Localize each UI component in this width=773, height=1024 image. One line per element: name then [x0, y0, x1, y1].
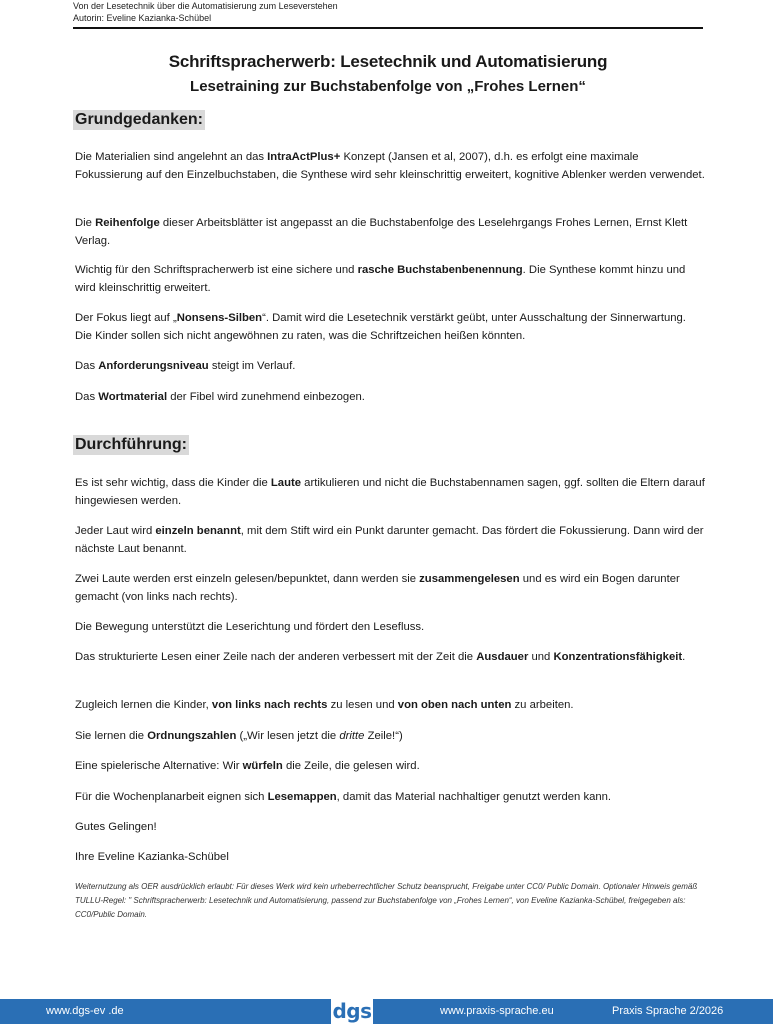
paragraph-anforderungsniveau: Das Anforderungsniveau steigt im Verlauf. [75, 360, 296, 372]
header-line-2: Autorin: Eveline Kazianka-Schübel [73, 13, 212, 23]
footer-link-dgs[interactable]: www.dgs-ev .de [46, 1005, 124, 1017]
paragraph-gutes-gelingen: Gutes Gelingen! [75, 821, 157, 833]
paragraph-laute: Es ist sehr wichtig, dass die Kinder die Laute artikulieren und nicht die Buchstabennamen sagen, ggf. sollten die Eltern darauf hingewiesen werden. [75, 477, 705, 507]
running-header [73, 0, 703, 24]
paragraph-bewegung: Die Bewegung unterstützt die Leserichtung und fördert den Lesefluss. [75, 621, 425, 633]
paragraph-signature: Ihre Eveline Kazianka-Schübel [75, 851, 229, 863]
page-title: Schriftspracherwerb: Lesetechnik und Automatisierung [168, 52, 608, 71]
dgs-logo-text: dgs [332, 998, 372, 1023]
header-line-1: Von der Lesetechnik über die Automatisierung zum Leseverstehen [73, 1, 338, 11]
paragraph-nonsens-silben: Der Fokus liegt auf „Nonsens-Silben“. Damit wird die Lesetechnik verstärkt geübt, unter Ausschaltung der Sinnerwartung. Die Kinder sollen sich nicht angewöhnen zu raten, was die Schriftzeichen heißen könnten. [75, 312, 686, 342]
paragraph-buchstabenbenennung: Wichtig für den Schriftspracherwerb ist eine sichere und rasche Buchstabenbenennung. Die Synthese kommt hinzu und wird kleinschrittig erweitert. [75, 264, 686, 294]
paragraph-ausdauer: Das strukturierte Lesen einer Zeile nach der anderen verbessert mit der Zeit die Ausdauer und Konzentrationsfähigkeit. [75, 651, 686, 663]
footer-link-praxis-sprache[interactable]: www.praxis-sprache.eu [440, 1005, 554, 1017]
page-subtitle: Lesetraining zur Buchstabenfolge von „Frohes Lernen“ [190, 78, 586, 95]
paragraph-wortmaterial: Das Wortmaterial der Fibel wird zunehmend einbezogen. [75, 391, 365, 403]
paragraph-einzeln-benannt: Jeder Laut wird einzeln benannt, mit dem Stift wird ein Punkt darunter gemacht. Das fördert die Fokussierung. Dann wird der nächste Laut benannt. [75, 525, 704, 555]
paragraph-reihenfolge: Die Reihenfolge dieser Arbeitsblätter ist angepasst an die Buchstabenfolge des Leselehrgangs Frohes Lernen, Ernst Klett Verlag. [75, 217, 688, 247]
footer-issue: Praxis Sprache 2/2026 [612, 1005, 724, 1017]
paragraph-intraactplus: Die Materialien sind angelehnt an das IntraActPlus+ Konzept (Jansen et al, 2007), d.h. es erfolgt eine maximale Fokussierung auf den Einzelbuchstaben, die Synthese wird sehr kleinschrittig erweitert, kognitive Ablenker werden verwendet. [75, 151, 705, 181]
paragraph-richtung: Zugleich lernen die Kinder, von links nach rechts zu lesen und von oben nach unten zu arbeiten. [75, 699, 574, 711]
section-heading-durchfuehrung: Durchführung: [75, 436, 187, 453]
section-heading-grundgedanken: Grundgedanken: [75, 111, 204, 128]
license-footnote: Weiternutzung als OER ausdrücklich erlaubt: Für dieses Werk wird kein urheberrechtlicher Schutz beansprucht, Freigabe unter CC0/ Public Domain. Optionaler Hinweis gemäß TULLU-Regel: " Schriftspracherwerb: Lesetechnik und Automatisierung, passend zur Buchstabenfolge von „Frohes Lernen“, von Eveline Kazianka-Schübel, freigegeben als: CC0/Public Domain. [75, 882, 698, 919]
paragraph-lesemappen: Für die Wochenplanarbeit eignen sich Lesemappen, damit das Material nachhaltiger genutzt werden kann. [75, 791, 612, 803]
paragraph-ordnungszahlen: Sie lernen die Ordnungszahlen („Wir lesen jetzt die dritte Zeile!“) [75, 730, 403, 742]
dgs-logo [331, 997, 373, 1024]
paragraph-zusammengelesen: Zwei Laute werden erst einzeln gelesen/bepunktet, dann werden sie zusammengelesen und es wird ein Bogen darunter gemacht (von links nach rechts). [75, 573, 680, 603]
paragraph-wuerfeln: Eine spielerische Alternative: Wir würfeln die Zeile, die gelesen wird. [75, 760, 420, 772]
footer-bar [0, 999, 773, 1024]
header-rule [73, 27, 703, 29]
